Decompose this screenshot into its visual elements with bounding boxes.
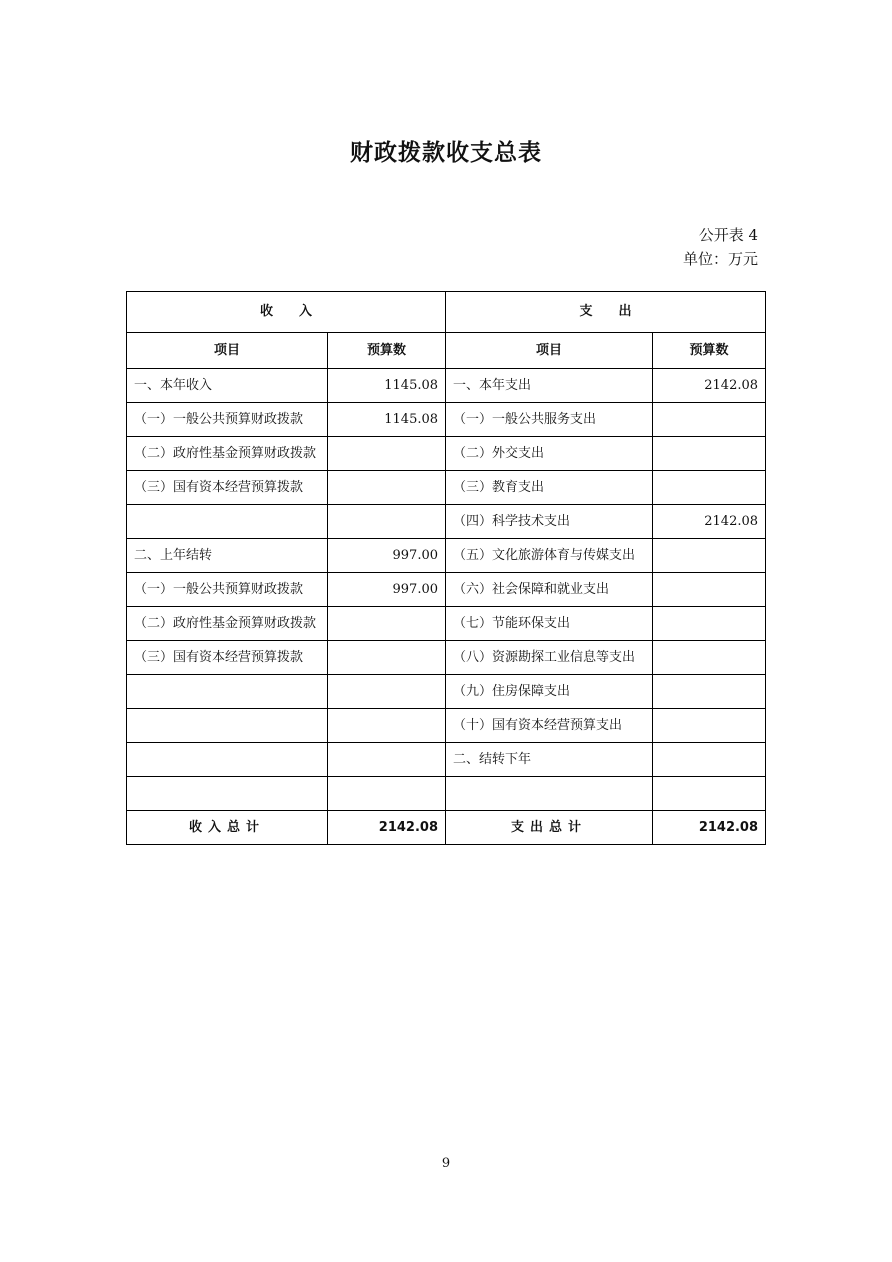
table-row [127,471,766,505]
expense-value-cell [653,607,766,641]
income-value-cell [328,607,446,641]
expense-item-cell: （七）节能环保支出 [446,607,653,641]
income-value-cell [328,675,446,709]
income-item-cell: （二）政府性基金预算财政拨款 [127,437,328,471]
table-row [127,437,766,471]
income-item-header: 项目 [127,333,328,369]
table-row [127,369,766,403]
expense-item-cell: 一、本年支出 [446,369,653,403]
group-header-row [127,292,766,333]
income-value-cell: 1145.08 [328,403,446,437]
income-item-cell: （三）国有资本经营预算拨款 [127,641,328,675]
expense-value-cell [653,641,766,675]
expense-value-cell [653,471,766,505]
expense-value-cell [653,709,766,743]
totals-row [127,811,766,845]
table-row [127,743,766,777]
income-item-cell: （一）一般公共预算财政拨款 [127,403,328,437]
expense-value-cell [653,403,766,437]
income-value-cell [328,437,446,471]
expense-item-cell: （三）教育支出 [446,471,653,505]
income-value-cell [328,641,446,675]
expense-item-cell: （一）一般公共服务支出 [446,403,653,437]
income-item-cell [127,675,328,709]
expense-total-label: 支出总计 [446,811,653,845]
expense-value-cell [653,675,766,709]
income-item-cell: （一）一般公共预算财政拨款 [127,573,328,607]
table-row [127,709,766,743]
page-title: 财政拨款收支总表 [350,140,542,166]
income-item-cell [127,505,328,539]
page-number: 9 [441,1156,451,1171]
income-value-cell [328,709,446,743]
table-number-label: 公开表 4 [698,226,758,244]
expense-item-cell [446,777,653,811]
expense-item-cell: 二、结转下年 [446,743,653,777]
expense-total-value: 2142.08 [653,811,766,845]
expense-item-header: 项目 [446,333,653,369]
expense-item-cell: （五）文化旅游体育与传媒支出 [446,539,653,573]
income-item-cell: （三）国有资本经营预算拨款 [127,471,328,505]
unit-label: 单位：万元 [682,250,758,268]
expense-group-header: 支 出 [446,292,766,333]
expense-value-cell [653,743,766,777]
table-row [127,675,766,709]
expense-value-cell [653,777,766,811]
expense-item-cell: （九）住房保障支出 [446,675,653,709]
expense-item-cell: （六）社会保障和就业支出 [446,573,653,607]
income-total-label: 收入总计 [127,811,328,845]
fiscal-summary-table [126,291,766,845]
column-header-row [127,333,766,369]
table-row [127,505,766,539]
income-value-cell: 997.00 [328,573,446,607]
expense-item-cell: （十）国有资本经营预算支出 [446,709,653,743]
income-budget-header: 预算数 [328,333,446,369]
income-value-cell [328,505,446,539]
table-row [127,641,766,675]
income-item-cell: 一、本年收入 [127,369,328,403]
expense-value-cell [653,539,766,573]
income-value-cell: 997.00 [328,539,446,573]
income-item-cell [127,743,328,777]
table-row [127,777,766,811]
income-item-cell [127,709,328,743]
income-value-cell: 1145.08 [328,369,446,403]
income-total-value: 2142.08 [328,811,446,845]
table-row [127,607,766,641]
table-row [127,539,766,573]
expense-item-cell: （四）科学技术支出 [446,505,653,539]
expense-value-cell [653,573,766,607]
expense-value-cell: 2142.08 [653,505,766,539]
income-value-cell [328,743,446,777]
income-value-cell [328,777,446,811]
expense-budget-header: 预算数 [653,333,766,369]
table-row [127,573,766,607]
income-group-header: 收 入 [127,292,446,333]
table-row [127,403,766,437]
expense-value-cell [653,437,766,471]
expense-item-cell: （二）外交支出 [446,437,653,471]
expense-value-cell: 2142.08 [653,369,766,403]
income-value-cell [328,471,446,505]
expense-item-cell: （八）资源勘探工业信息等支出 [446,641,653,675]
income-item-cell: （二）政府性基金预算财政拨款 [127,607,328,641]
income-item-cell: 二、上年结转 [127,539,328,573]
income-item-cell [127,777,328,811]
